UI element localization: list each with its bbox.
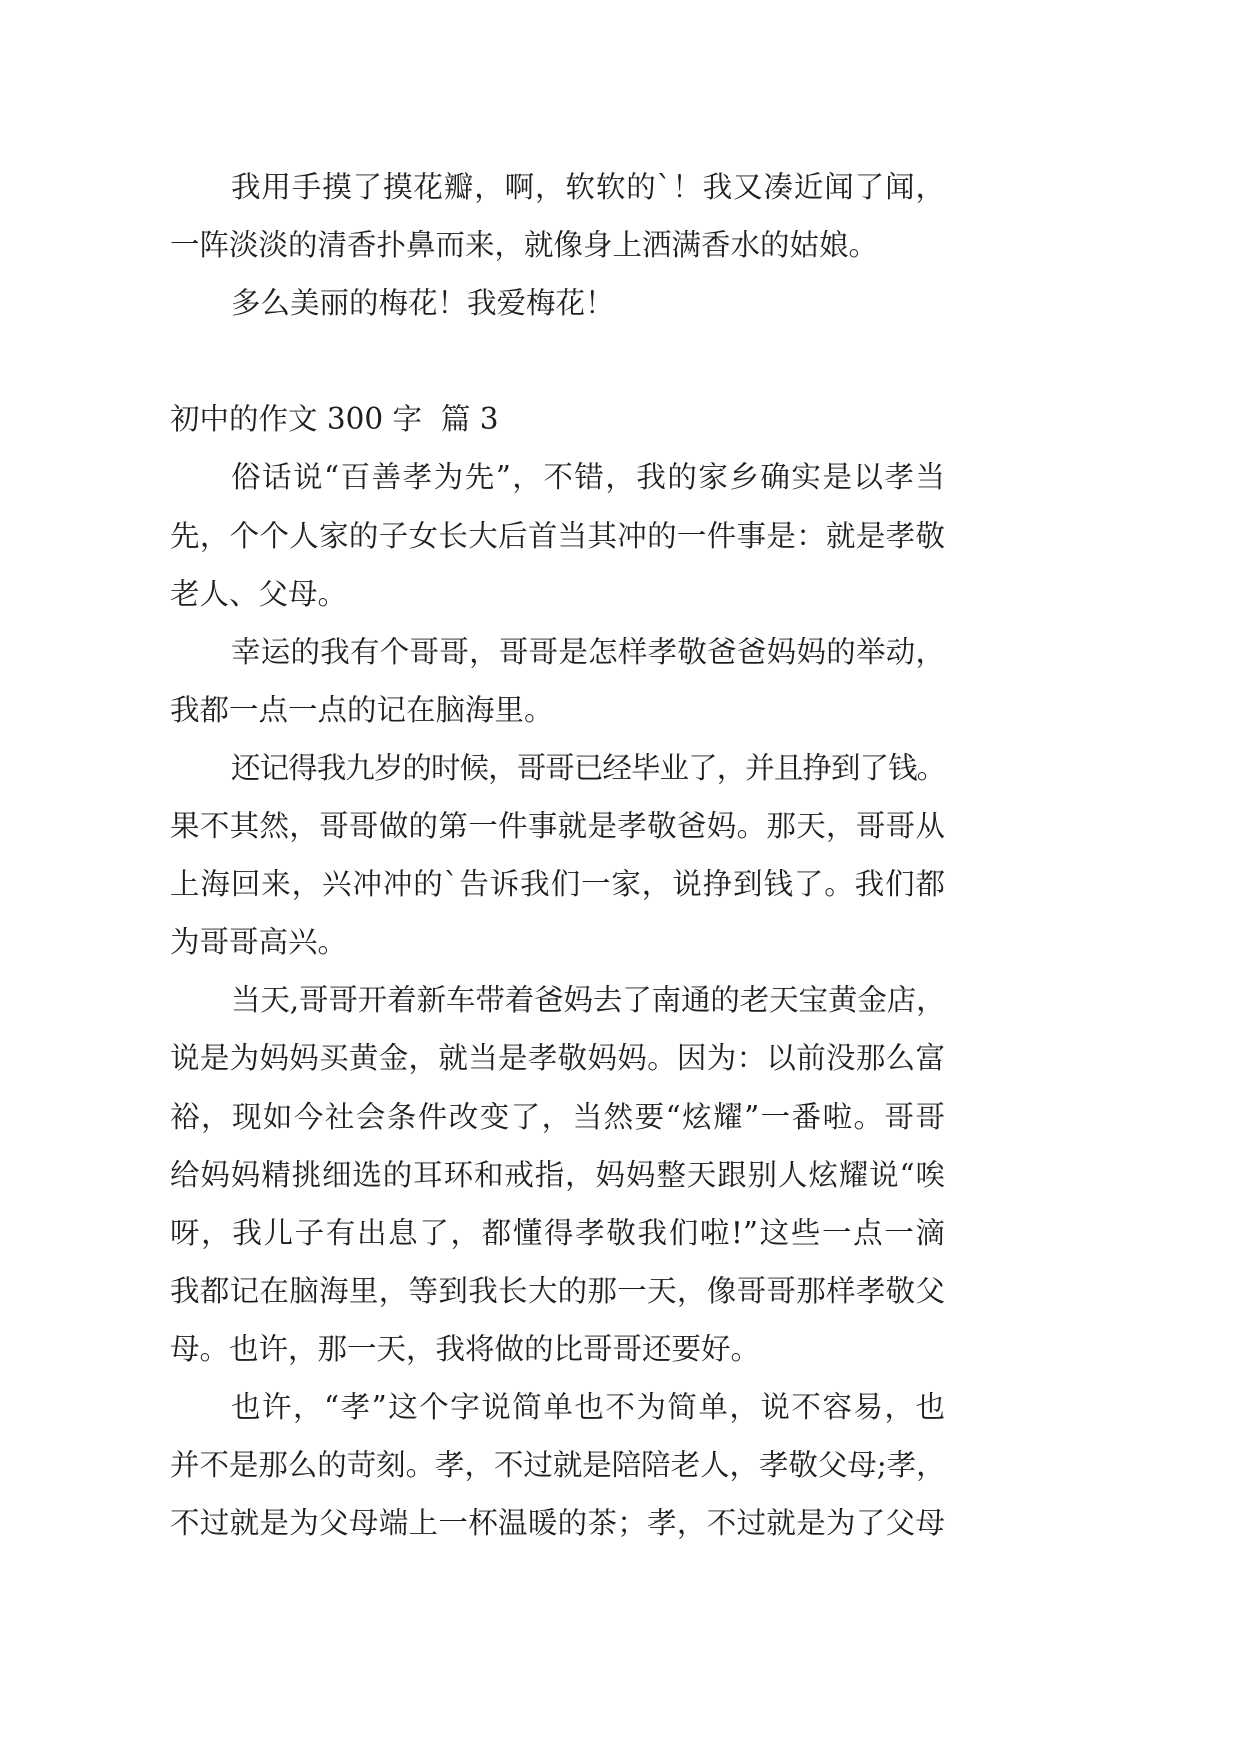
paragraph-line: 呀，我儿子有出息了，都懂得孝敬我们啦!”这些一点一滴 xyxy=(170,1215,945,1250)
essay-heading: 初中的作文 300 字 篇 3 xyxy=(170,402,499,437)
paragraph-proverb xyxy=(170,448,945,622)
paragraph-line: 老人、父母。 xyxy=(170,576,348,611)
paragraph-line: 母。也许，那一天，我将做的比哥哥还要好。 xyxy=(170,1331,761,1366)
blank-line xyxy=(170,332,945,390)
paragraph-flower-touch xyxy=(170,158,945,274)
paragraph-line: 我都一点一点的记在脑海里。 xyxy=(170,692,554,727)
paragraph-line: 上海回来，兴冲冲的`告诉我们一家，说挣到钱了。我们都 xyxy=(170,867,945,902)
paragraph-line: 我用手摸了摸花瓣，啊，软软的`！我又凑近闻了闻， xyxy=(231,170,945,204)
paragraph-line: 我都记在脑海里，等到我长大的那一天，像哥哥那样孝敬父 xyxy=(170,1273,945,1308)
document-body xyxy=(170,158,945,1552)
paragraph-line: 也许，“孝”这个字说简单也不为简单，说不容易，也 xyxy=(231,1389,945,1424)
paragraph-line: 幸运的我有个哥哥，哥哥是怎样孝敬爸爸妈妈的举动， xyxy=(231,634,945,669)
paragraph-gold-shop xyxy=(170,971,945,1378)
paragraph-line: 一阵淡淡的清香扑鼻而来，就像身上洒满香水的姑娘。 xyxy=(170,228,879,263)
paragraph-line: 裕，现如今社会条件改变了，当然要“炫耀”一番啦。哥哥 xyxy=(170,1099,945,1134)
paragraph-filial-piety xyxy=(170,1378,945,1552)
paragraph-line: 当天,哥哥开着新车带着爸妈去了南通的老天宝黄金店， xyxy=(231,983,945,1018)
paragraph-line: 并不是那么的苛刻。孝，不过就是陪陪老人，孝敬父母;孝， xyxy=(170,1448,945,1483)
paragraph-line: 还记得我九岁的时候，哥哥已经毕业了，并且挣到了钱。 xyxy=(231,750,945,785)
paragraph-line: 不过就是为父母端上一杯温暖的茶；孝，不过就是为了父母 xyxy=(170,1506,945,1541)
paragraph-brother xyxy=(170,623,945,739)
paragraph-line: 果不其然，哥哥做的第一件事就是孝敬爸妈。那天，哥哥从 xyxy=(170,809,945,844)
paragraph-line: 给妈妈精挑细选的耳环和戒指，妈妈整天跟别人炫耀说“唉 xyxy=(170,1157,945,1192)
paragraph-line: 说是为妈妈买黄金，就当是孝敬妈妈。因为：以前没那么富 xyxy=(170,1041,945,1076)
paragraph-line: 先，个个人家的子女长大后首当其冲的一件事是：就是孝敬 xyxy=(170,518,945,553)
paragraph-love-plum xyxy=(170,274,945,332)
paragraph-nine-years-old xyxy=(170,739,945,971)
paragraph-line: 多么美丽的梅花！我爱梅花！ xyxy=(231,286,615,321)
paragraph-line: 俗话说“百善孝为先”，不错，我的家乡确实是以孝当 xyxy=(231,460,945,495)
paragraph-line: 为哥哥高兴。 xyxy=(170,925,348,960)
